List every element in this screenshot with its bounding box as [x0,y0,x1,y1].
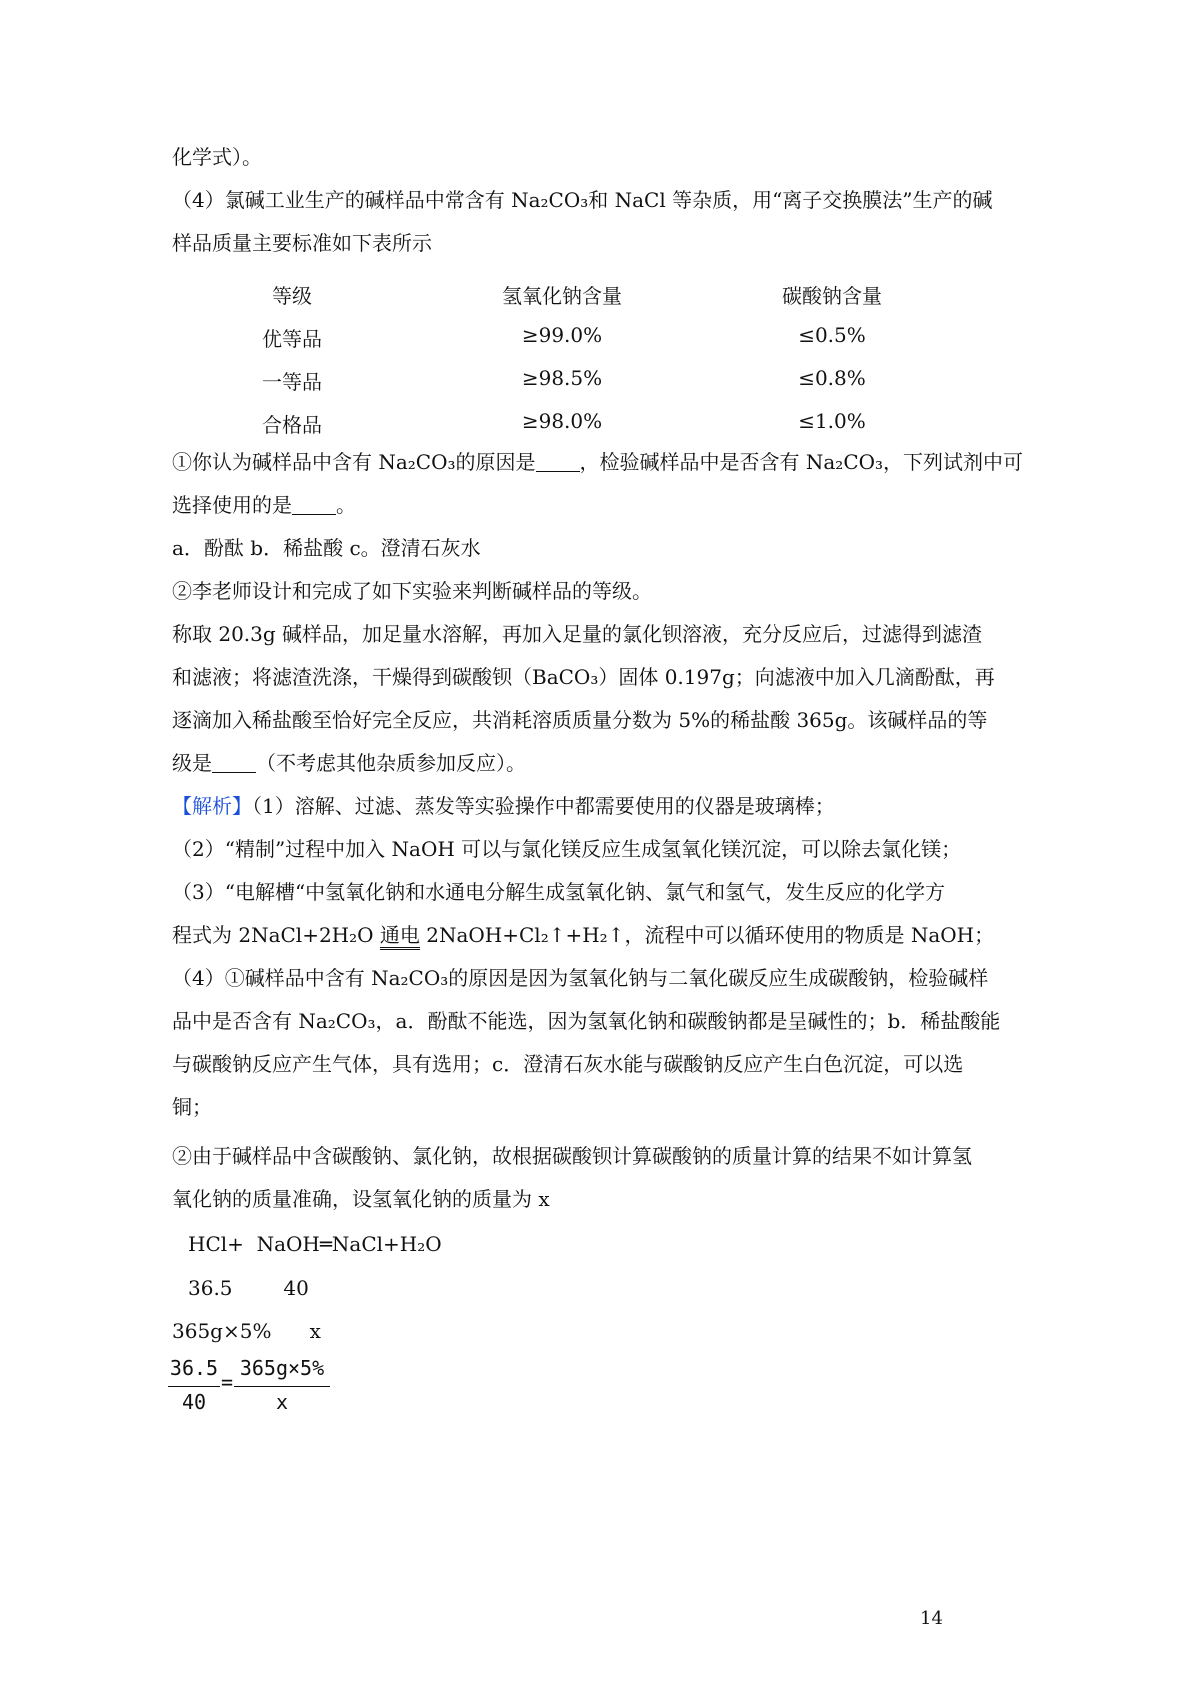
answer-blank[interactable] [212,752,256,773]
question-text: ①你认为碱样品中含有 Na₂CO₃的原因是 [172,450,536,474]
table-row [172,323,952,353]
question-4-intro: （4）氯碱工业生产的碱样品中常含有 Na₂CO₃和 NaCl 等杂质，用“离子交换膜法”生产的碱 [172,188,993,212]
table-row [172,409,952,439]
equals-sign: = [220,1370,234,1394]
question-text: 选择使用的是 [172,493,292,517]
analysis-line [172,920,994,950]
table-header-cell: 碳酸钠含量 [782,284,882,308]
question-text: 级是 [172,751,212,775]
question-text: ，检验碱样品中是否含有 Na₂CO₃，下列试剂中可 [579,450,1024,474]
analysis-line: （3）“电解槽“中氢氧化钠和水通电分解生成氢氧化钠、氯气和氢气，发生反应的化学方 [172,880,946,904]
molar-mass-line: 36.5 40 [188,1276,309,1300]
text-line: 逐滴加入稀盐酸至恰好完全反应，共消耗溶质质量分数为 5%的稀盐酸 365g。该碱样品的等 [172,708,988,732]
text-line: 和滤液；将滤渣洗涤，干燥得到碳酸钡（BaCO₃）固体 0.197g；向滤液中加入几滴酚酞，再 [172,665,995,689]
table-header-cell: 氢氧化钠含量 [502,284,622,308]
fraction-numerator: 36.5 [169,1356,219,1380]
analysis-line [172,791,835,821]
text-line: 化学式）。 [172,145,262,169]
analysis-line: 氧化钠的质量准确，设氢氧化钠的质量为 x [172,1187,550,1211]
table-cell: ≤1.0% [798,409,866,433]
answer-blank[interactable] [292,494,336,515]
question-line [172,748,526,778]
chemical-equation: HCl+ NaOH═NaCl+H₂O [188,1232,442,1256]
table-cell: 一等品 [262,370,322,394]
fraction-denominator: x [275,1390,289,1414]
analysis-line: ②由于碱样品中含碳酸钠、氯化钠，故根据碳酸钡计算碳酸钠的质量计算的结果不如计算氢 [172,1144,972,1168]
table-header-row [172,280,952,310]
text-line: ②李老师设计和完成了如下实验来判断碱样品的等级。 [172,579,652,603]
fraction-numerator: 365g×5% [239,1356,325,1380]
table-cell: ≥98.0% [521,409,603,433]
analysis-line: 铜； [172,1095,212,1119]
table-cell: ≤0.5% [798,323,866,347]
reaction-condition: 通电 [380,923,420,950]
table-cell: 合格品 [262,413,322,437]
quantity-line: 365g×5% x [172,1319,321,1343]
analysis-line: （4）①碱样品中含有 Na₂CO₃的原因是因为氢氧化钠与二氧化碳反应生成碳酸钠，检验碱样 [172,966,989,990]
question-line [172,447,1023,477]
analysis-tag: 【解析】 [172,794,252,818]
fraction-denominator: 40 [181,1390,207,1414]
analysis-line: 品中是否含有 Na₂CO₃，a．酚酞不能选，因为氢氧化钠和碳酸钠都是呈碱性的；b．稀盐酸能 [172,1009,1001,1033]
question-text: （不考虑其他杂质参加反应）。 [256,751,526,775]
table-cell: ≥98.5% [521,366,603,390]
analysis-line: 与碳酸钠反应产生气体，具有选用；c．澄清石灰水能与碳酸钠反应产生白色沉淀，可以选 [172,1052,964,1076]
table-cell: 优等品 [262,327,322,351]
table-cell: ≤0.8% [798,366,866,390]
table-row [172,366,952,396]
analysis-text: 程式为 2NaCl+2H₂O [172,923,380,947]
page-number: 14 [920,1608,943,1629]
options-line: a．酚酞 b．稀盐酸 c。澄清石灰水 [172,536,481,560]
analysis-text: （1）溶解、过滤、蒸发等实验操作中都需要使用的仪器是玻璃棒； [252,794,835,818]
text-line: 称取 20.3g 碱样品，加足量水溶解，再加入足量的氯化钡溶液，充分反应后，过滤得到滤渣 [172,622,983,646]
question-line [172,490,356,520]
table-header-cell: 等级 [272,284,312,308]
question-text: 。 [336,493,356,517]
analysis-text: 2NaOH+Cl₂↑+H₂↑，流程中可以循环使用的物质是 NaOH； [419,923,995,947]
analysis-line: （2）“精制”过程中加入 NaOH 可以与氯化镁反应生成氢氧化镁沉淀，可以除去氯化镁； [172,837,962,861]
fraction-bar [168,1386,220,1387]
answer-blank[interactable] [536,451,580,472]
text-line: 样品质量主要标准如下表所示 [172,231,432,255]
fraction-bar [234,1386,330,1387]
table-cell: ≥99.0% [521,323,603,347]
